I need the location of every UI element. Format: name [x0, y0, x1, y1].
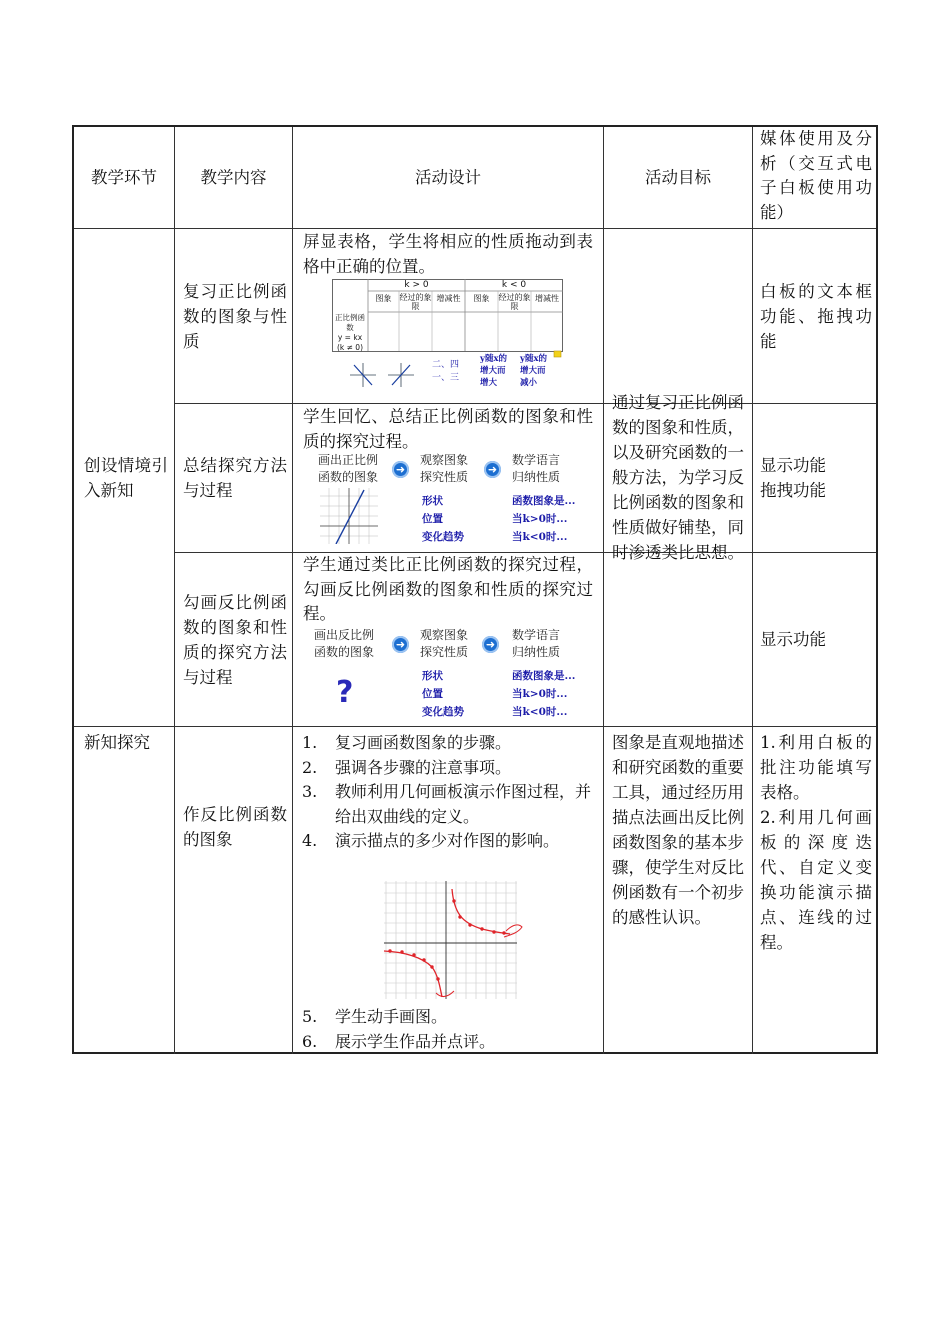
step-num-5: 5. — [302, 1007, 318, 1026]
step-item-1 — [302, 731, 594, 756]
flow1-props — [422, 492, 464, 546]
section1-stage: 创设情境引入新知 — [84, 455, 168, 500]
flow1-prop-trend: 变化趋势 — [422, 531, 464, 543]
row3-content: 勾画反比例函数的图象和性质的探究方法与过程 — [183, 592, 287, 687]
row2-activity: 学生回忆、总结正比例函数的图象和性质的探究过程。 — [303, 407, 593, 451]
flow2-prop-trend: 变化趋势 — [422, 706, 464, 718]
section2-content: 作反比例函数的图象 — [183, 805, 287, 849]
k-negative-label: k < 0 — [501, 280, 527, 290]
col-quadrant-neg: 经过的象限 — [498, 293, 531, 311]
flow1-lang-3: 当k<0时... — [512, 531, 568, 543]
option-increase-line2: 增大而 — [480, 366, 506, 376]
row-label-line3: (k ≠ 0) — [336, 343, 364, 352]
step-num-3: 3. — [302, 782, 318, 801]
row1-media: 白板的文本框功能、拖拽功能 — [760, 281, 872, 351]
row2-content: 总结探究方法与过程 — [183, 456, 287, 500]
col-rule-4 — [752, 127, 753, 1054]
flow1-step3: 数学语言归纳性质 — [512, 453, 561, 484]
flow2-step3: 数学语言归纳性质 — [512, 628, 561, 659]
col-trend-neg: 增减性 — [535, 294, 559, 303]
step-text-3: 教师利用几何画板演示作图过程，并给出双曲线的定义。 — [335, 782, 592, 826]
row3-media: 显示功能 — [760, 630, 826, 649]
drag-option-decrease[interactable] — [520, 353, 547, 389]
col-image-neg: 图象 — [473, 294, 490, 303]
flow2-step2: 观察图象探究性质 — [420, 628, 469, 659]
flow2-lang-3: 当k<0时... — [512, 706, 568, 718]
unknown-graph-question-mark: ? — [336, 675, 354, 710]
header-activity: 活动设计 — [415, 168, 481, 187]
col-rule-1 — [174, 127, 175, 1054]
step-text-2: 强调各步骤的注意事项。 — [335, 757, 512, 777]
section2-goal: 图象是直观地描述和研究函数的重要工具，通过经历用描点法画出反比例函数图象的基本步骤，使学生对反比例函数有一个初步的感性认识。 — [612, 733, 744, 927]
flow1-arrow-2-icon: ➜ — [484, 461, 501, 478]
row-label — [332, 313, 368, 353]
option-increase-line1: y随x的 — [480, 354, 508, 364]
col-rule-2 — [292, 127, 293, 1054]
step-text-5: 学生动手画图。 — [335, 1007, 448, 1026]
flow1-lang-2: 当k>0时... — [512, 513, 568, 525]
flow2-arrow-1-icon: ➜ — [392, 636, 409, 653]
step-num-6: 6. — [302, 1031, 318, 1051]
lesson-plan-table — [72, 125, 878, 1054]
linear-graph-icon — [320, 488, 378, 544]
flow1-step1: 画出正比例函数的图象 — [318, 453, 379, 484]
option-decrease-line1: y随x的 — [520, 354, 548, 364]
section2-steps-after — [302, 1005, 594, 1054]
flow1-arrow-1-icon: ➜ — [392, 461, 409, 478]
flow1-step2: 观察图象探究性质 — [420, 453, 469, 484]
section2-steps — [302, 731, 594, 854]
flow2-props — [422, 667, 464, 721]
flow1-lang-1: 函数图象是... — [512, 495, 576, 507]
flow1-prop-position: 位置 — [422, 513, 443, 525]
drag-option-quadrants[interactable] — [432, 359, 459, 385]
step-num-4: 4. — [302, 831, 318, 850]
step-num-2: 2. — [302, 757, 318, 777]
step-item-2 — [302, 756, 594, 781]
k-positive-label: k > 0 — [404, 280, 429, 290]
row-label-line1: 正比例函数 — [335, 313, 365, 332]
row2-media: 显示功能 拖拽功能 — [760, 456, 826, 500]
step-item-6 — [302, 1030, 594, 1055]
flow2-arrow-2-icon: ➜ — [482, 636, 499, 653]
flow1-prop-shape: 形状 — [422, 495, 443, 507]
flow2-prop-shape: 形状 — [422, 670, 443, 682]
option-quadrants-24[interactable]: 二、四 — [432, 360, 460, 370]
flow2-lang-1: 函数图象是... — [512, 670, 576, 682]
row1-content: 复习正比例函数的图象与性质 — [183, 281, 287, 351]
property-table-figure — [332, 279, 564, 395]
step-item-4 — [302, 829, 594, 854]
option-decrease-line3: 减小 — [520, 378, 538, 388]
header-goal: 活动目标 — [645, 168, 711, 187]
flow2-lang — [512, 667, 575, 721]
step-text-1: 复习画函数图象的步骤。 — [335, 733, 512, 752]
col-rule-3 — [603, 127, 604, 1054]
flow2-prop-position: 位置 — [422, 688, 443, 700]
col-quadrant-pos: 经过的象限 — [399, 293, 432, 311]
step-num-1: 1. — [302, 733, 318, 752]
header-stage: 教学环节 — [91, 168, 157, 187]
flow2-step1: 画出反比例函数的图象 — [314, 628, 375, 659]
flow1-lang — [512, 492, 575, 546]
section2-media: 1.利用白板的批注功能填写表格。 2.利用几何画板的深度迭代、自定义变换功能演示描点、连线的过程。 — [760, 733, 872, 952]
step-text-6: 展示学生作品并点评。 — [335, 1031, 496, 1051]
header-content: 教学内容 — [200, 168, 267, 187]
method-flow-figure-1 — [318, 452, 588, 548]
step-item-3 — [302, 780, 594, 829]
header-media: 媒体使用及分析（交互式电子白板使用功能） — [760, 129, 872, 222]
row1-activity: 屏显表格，学生将相应的性质拖动到表格中正确的位置。 — [303, 232, 593, 276]
option-quadrants-13[interactable]: 一、三 — [432, 373, 460, 383]
option-decrease-line2: 增大而 — [520, 366, 546, 376]
step-item-5 — [302, 1005, 594, 1030]
step-text-4: 演示描点的多少对作图的影响。 — [335, 831, 560, 850]
row-label-line2: y = kx — [337, 333, 363, 342]
section2-stage: 新知探究 — [84, 733, 150, 752]
col-image-pos: 图象 — [375, 294, 392, 303]
method-flow-figure-2 — [314, 627, 588, 723]
col-trend-pos: 增减性 — [436, 294, 461, 303]
row3-activity: 学生通过类比正比例函数的探究过程，勾画反比例函数的图象和性质的探究过程。 — [303, 555, 593, 623]
option-increase-line3: 增大 — [480, 378, 498, 388]
section1-goal: 通过复习正比例函数的图象和性质，以及研究函数的一般方法，为学习反比例函数的图象和性质做好铺垫，同时渗透类比思想。 — [612, 393, 744, 562]
flow2-lang-2: 当k>0时... — [512, 688, 568, 700]
hyperbola-graph — [382, 879, 532, 1001]
drag-option-increase[interactable] — [480, 353, 507, 389]
